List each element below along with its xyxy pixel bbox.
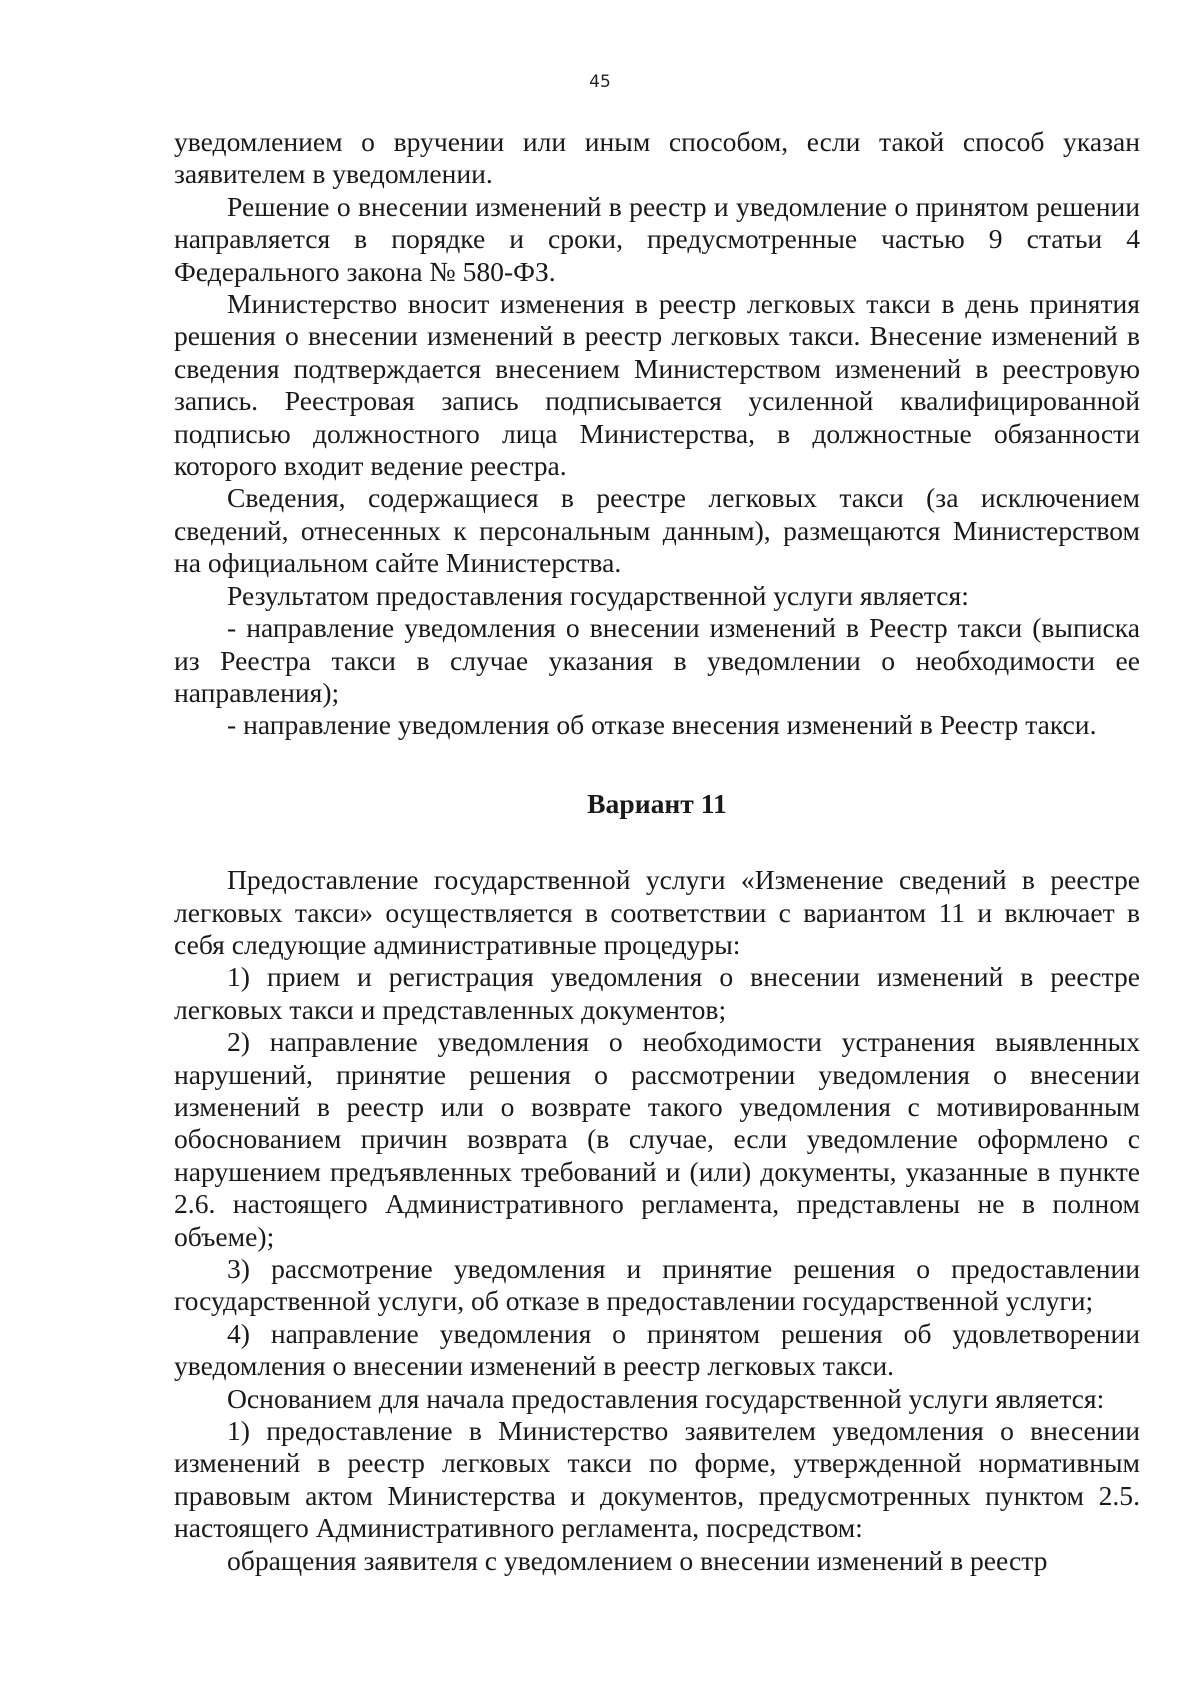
list-item: 1) прием и регистрация уведомления о внесении изменений в реестре легковых такси и представленных документов; <box>174 961 1140 1025</box>
paragraph: Результатом предоставления государственной услуги является: <box>227 579 969 611</box>
paragraph: Основанием для начала предоставления государственной услуги является: <box>227 1382 1105 1414</box>
list-item: 1) предоставление в Министерство заявителем уведомления о внесении изменений в реестр легковых такси по форме, утвержденной нормативным правовым актом Министерства и документов, предусмотренных пунктом 2.5. настоящего Административного регламента, посредством: <box>174 1415 1140 1544</box>
paragraph: Предоставление государственной услуги «Изменение сведений в реестре легковых такси» осуществляется в соответствии с вариантом 11 и включает в себя следующие административные процедуры: <box>174 864 1140 960</box>
paragraph-continuation: уведомлением о вручении или иным способом, если такой способ указан заявителем в уведомлении. <box>174 126 1140 190</box>
paragraph: Министерство вносит изменения в реестр легковых такси в день принятия решения о внесении изменений в реестр легковых такси. Внесение изменений в сведения подтверждается внесением Министерством изменений в реестровую запись. Реестровая запись подписывается усиленной квалифицированной подписью должностного лица Министерства, в должностные обязанности которого входит ведение реестра. <box>174 288 1140 482</box>
paragraph: обращения заявителя с уведомлением о внесении изменений в реестр <box>227 1544 1048 1576</box>
list-item: 2) направление уведомления о необходимости устранения выявленных нарушений, принятие решения о рассмотрении уведомления о внесении изменений в реестр или о возврате такого уведомления с мотивированным обоснованием причин возврата (в случае, если уведомление оформлено с нарушением предъявленных требований и (или) документы, указанные в пункте 2.6. настоящего Административного регламента, представлены не в полном объеме); <box>174 1026 1140 1252</box>
document-body <box>174 126 1140 1577</box>
paragraph: Сведения, содержащиеся в реестре легковых такси (за исключением сведений, отнесенных к персональным данным), размещаются Министерством на официальном сайте Министерства. <box>174 482 1140 579</box>
page-number: 45 <box>589 72 611 92</box>
section-heading: Вариант 11 <box>587 787 727 819</box>
list-item: - направление уведомления об отказе внесения изменений в Реестр такси. <box>227 709 1097 741</box>
list-item: 4) направление уведомления о принятом решения об удовлетворении уведомления о внесении изменений в реестр легковых такси. <box>174 1317 1140 1382</box>
paragraph: Решение о внесении изменений в реестр и уведомление о принятом решении направляется в порядке и сроки, предусмотренные частью 9 статьи 4 Федерального закона № 580-ФЗ. <box>174 190 1140 287</box>
list-item: 3) рассмотрение уведомления и принятие решения о предоставлении государственной услуги, об отказе в предоставлении государственной услуги; <box>174 1253 1140 1317</box>
list-item: - направление уведомления о внесении изменений в Реестр такси (выписка из Реестра такси в случае указания в уведомлении о необходимости ее направления); <box>174 612 1140 708</box>
